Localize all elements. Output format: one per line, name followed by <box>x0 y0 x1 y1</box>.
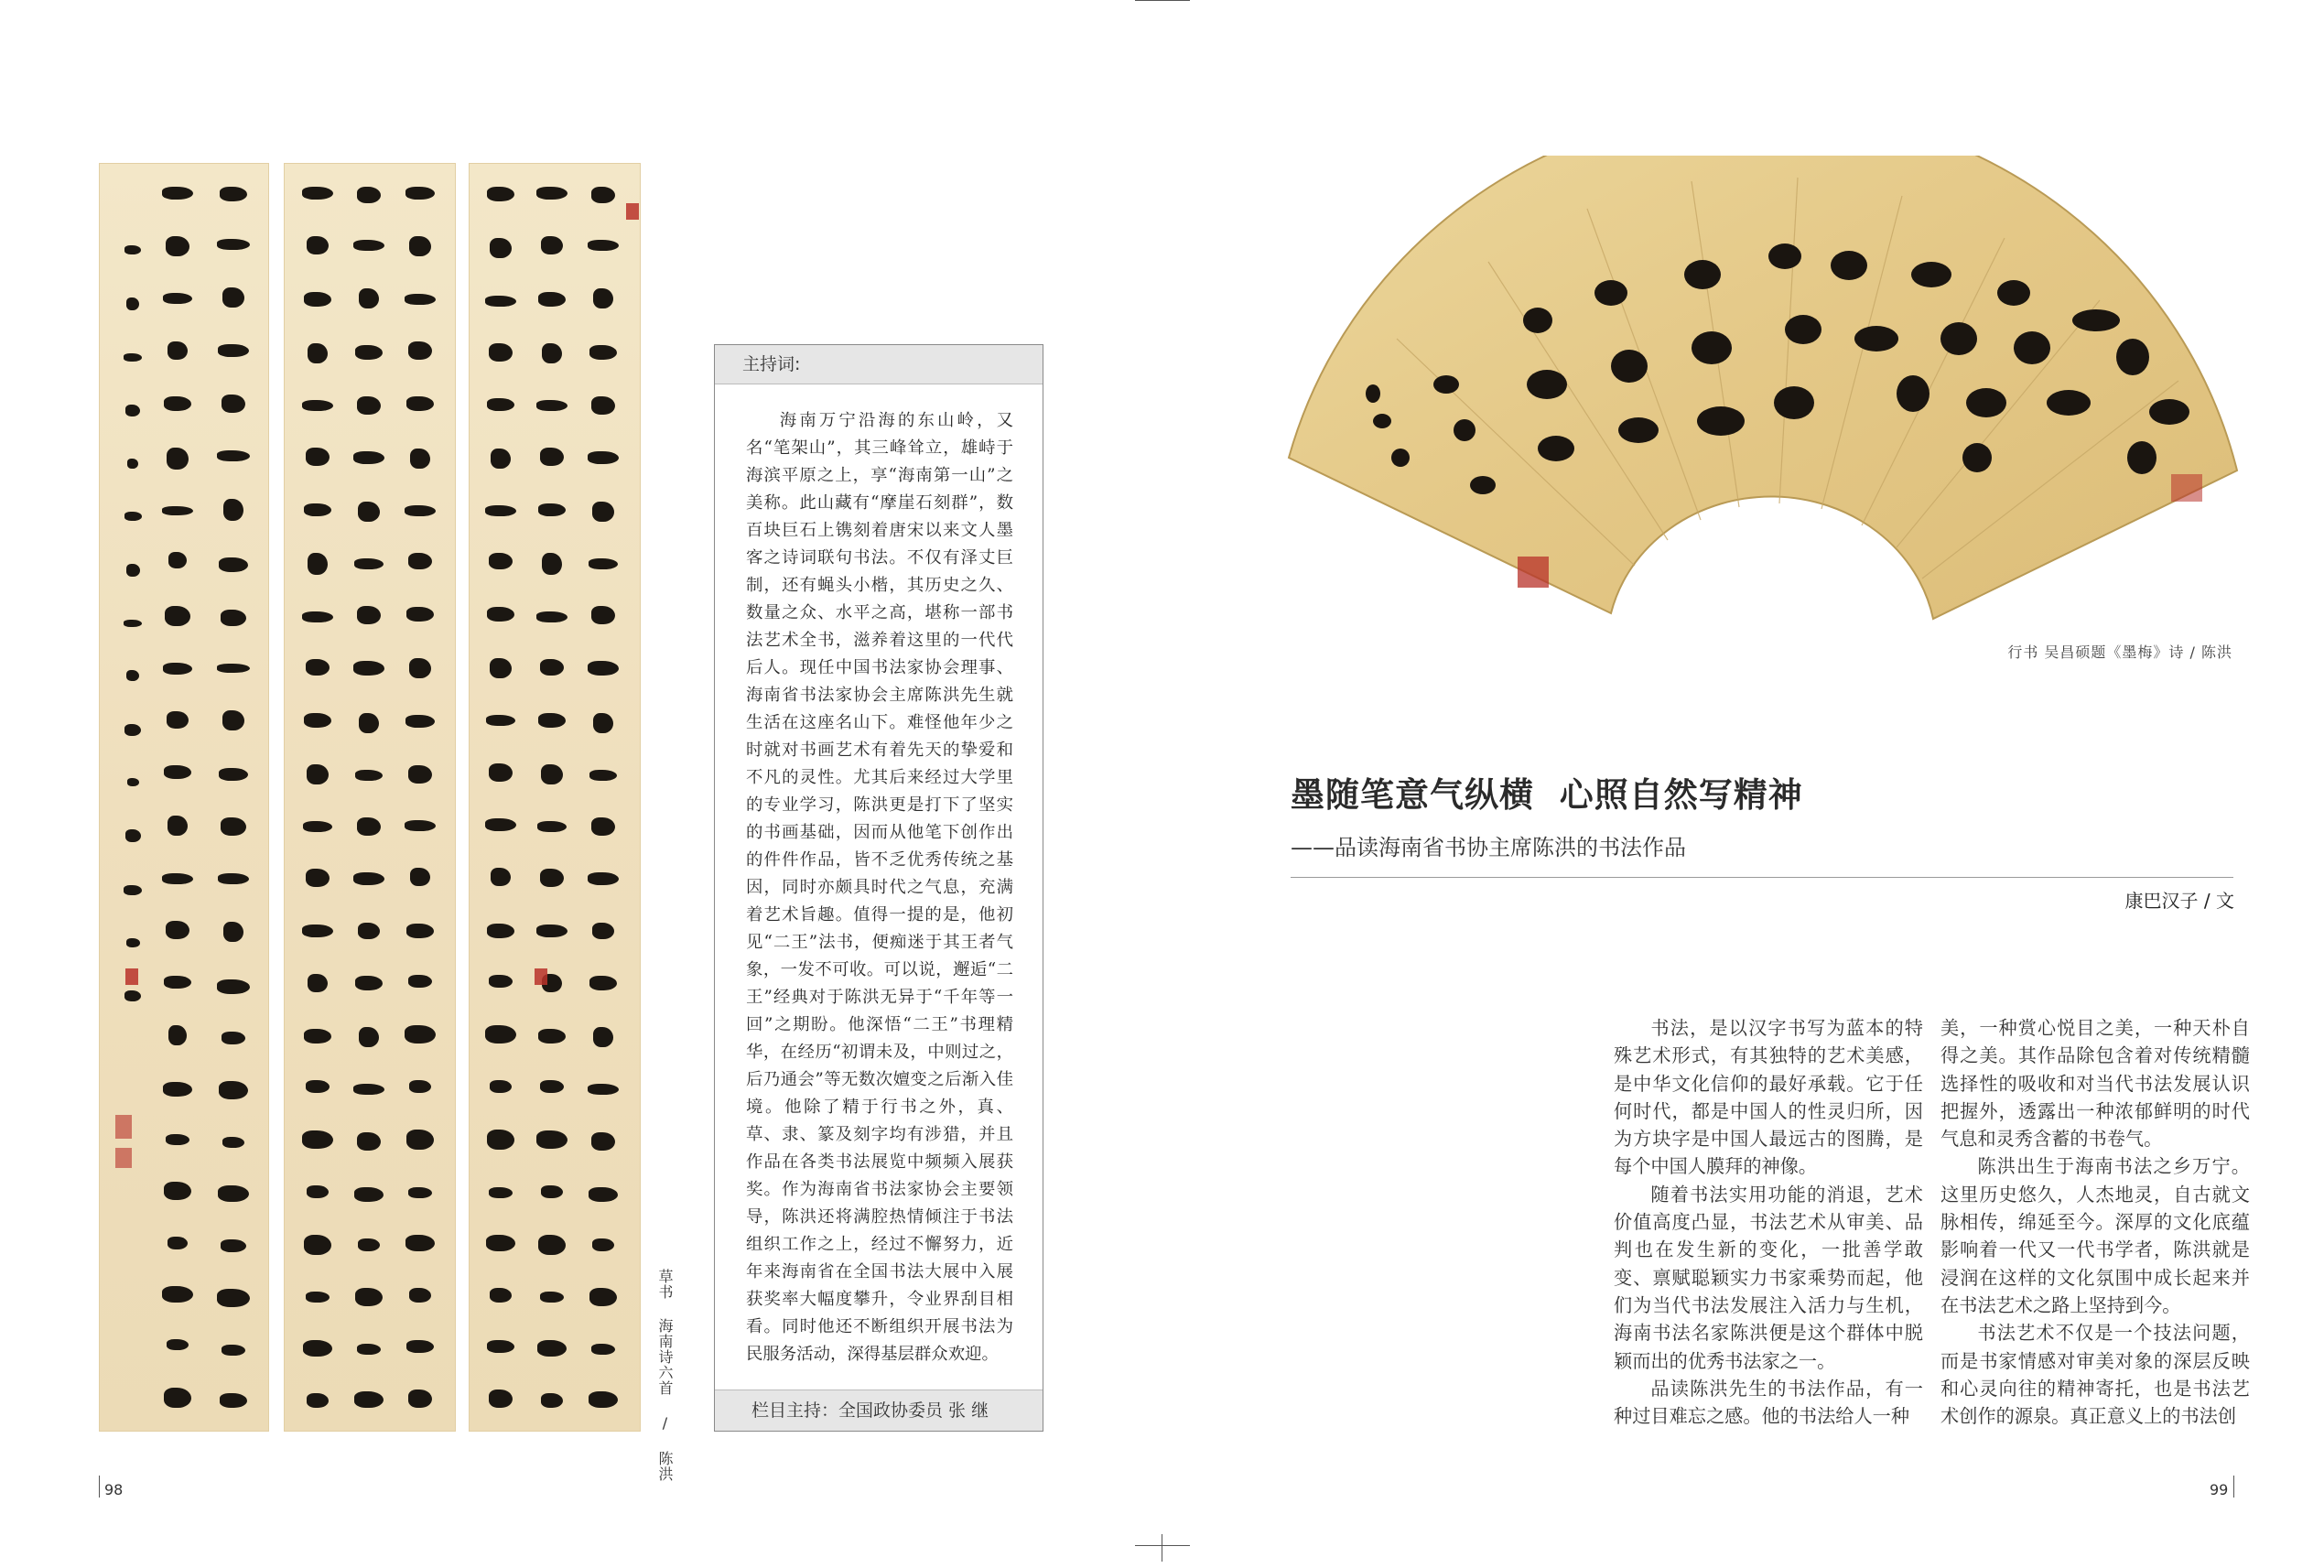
ink-stroke <box>223 499 243 521</box>
paragraph: 美，一种赏心悦目之美，一种天朴自得之美。其作品除包含着对传统精髓选择性的吸收和对当代书法发展认识把握外，透露出一种浓郁鲜明的时代气息和灵秀含蓄的书卷气。 <box>1940 1017 2250 1151</box>
ink-stroke <box>168 1237 188 1249</box>
paragraph: 品读陈洪先生的书法作品，有一种过目难忘之感。他的书法给人一种 <box>1614 1377 1923 1428</box>
ink-stroke <box>589 558 618 569</box>
ink-stroke <box>164 1182 191 1200</box>
ink-stroke <box>219 768 248 781</box>
ink-stroke <box>302 1130 333 1149</box>
paragraph: 陈洪出生于海南书法之乡万宁。这里历史悠久，人杰地灵，自古就文脉相传，绵延至今。深厚的文化底蕴影响着一代又一代书学者，陈洪就是浸润在这样的文化氛围中成长起来并在书法艺术之路上坚持到今。 <box>1940 1155 2250 1316</box>
ink-stroke <box>307 1185 329 1198</box>
ink-stroke <box>164 976 191 989</box>
ink-stroke <box>537 1340 567 1357</box>
ink-stroke <box>489 553 513 569</box>
fan-calligraphy <box>1281 156 2243 641</box>
seal-mark <box>626 203 639 220</box>
ink-stroke <box>355 345 383 360</box>
ink-stroke <box>490 1080 512 1093</box>
ink-stroke <box>220 1393 247 1408</box>
ink-stroke <box>304 503 331 516</box>
ink-stroke <box>405 294 436 305</box>
ink-stroke <box>537 821 567 832</box>
paragraph: 书法，是以汉字书写为蓝本的特殊艺术形式，有其独特的艺术美感，是中华文化信仰的最好承载。它于任何时代，都是中国人的性灵归所，因为方块字是中国人最远古的图腾，是每个中国人膜拜的神像。 <box>1614 1017 1923 1178</box>
ink-stroke <box>589 1288 617 1306</box>
ink-stroke <box>408 765 432 784</box>
ink-stroke <box>222 1032 245 1044</box>
ink-stroke <box>406 396 434 411</box>
ink-stroke <box>591 1344 615 1355</box>
ink-stroke <box>304 1235 331 1255</box>
ink-stroke <box>164 396 191 411</box>
ink-stroke <box>355 770 383 781</box>
ink-stroke <box>487 607 514 622</box>
ink-stroke <box>588 872 619 885</box>
ink-stroke <box>357 187 381 203</box>
ink-stroke <box>490 238 512 258</box>
ink-stroke <box>408 341 432 360</box>
ink-stroke <box>220 187 247 201</box>
ink-stroke <box>489 975 513 988</box>
ink-stroke <box>591 1132 615 1151</box>
ink-stroke <box>589 1391 618 1408</box>
ink-stroke <box>538 1235 566 1255</box>
ink-stroke <box>355 976 383 990</box>
ink-stroke <box>489 343 513 362</box>
ink-stroke <box>217 1289 250 1307</box>
calligraphy-scroll-2 <box>284 163 456 1432</box>
ink-stroke <box>304 1029 331 1044</box>
ink-stroke <box>485 296 516 307</box>
ink-stroke <box>541 236 563 254</box>
ink-stroke <box>540 659 564 676</box>
ink-stroke <box>163 293 192 304</box>
ink-stroke <box>353 451 384 464</box>
calligraphy-scroll-3 <box>469 163 641 1432</box>
ink-stroke <box>302 925 333 937</box>
calligraphy-scroll-1 <box>99 163 269 1432</box>
ink-stroke <box>358 923 380 939</box>
ink-stroke <box>168 1025 187 1045</box>
ink-stroke <box>302 187 333 200</box>
ink-stroke <box>222 1345 245 1356</box>
ink-stroke <box>306 869 330 887</box>
ink-stroke <box>357 817 381 836</box>
ink-stroke <box>405 715 435 728</box>
ink-stroke <box>125 829 141 842</box>
ink-stroke <box>491 868 511 886</box>
ink-stroke <box>222 287 244 308</box>
ink-stroke <box>593 288 613 308</box>
seal-mark <box>115 1115 132 1139</box>
ink-stroke <box>355 1288 383 1306</box>
ink-stroke <box>303 821 332 832</box>
ink-stroke <box>592 923 614 939</box>
ink-stroke <box>163 663 192 675</box>
ink-stroke <box>124 990 141 1001</box>
article-author: 康巴汉子 / 文 <box>2124 890 2234 912</box>
page-tick <box>2233 1476 2234 1498</box>
ink-stroke <box>405 820 436 831</box>
ink-stroke <box>166 236 189 256</box>
fan-caption: 行书 吴昌硕题《墨梅》诗 / 陈洪 <box>2007 643 2232 661</box>
ink-stroke <box>222 710 244 730</box>
ink-stroke <box>221 1239 246 1252</box>
ink-stroke <box>536 925 567 937</box>
seal-mark <box>125 968 138 985</box>
ink-stroke <box>406 1340 434 1353</box>
ink-stroke <box>162 187 193 200</box>
ink-stroke <box>126 670 139 681</box>
ink-stroke <box>491 449 511 469</box>
ink-stroke <box>164 1388 191 1408</box>
ink-stroke <box>542 343 562 363</box>
ink-stroke <box>308 974 328 992</box>
ink-stroke <box>490 658 512 678</box>
ink-stroke <box>591 187 615 203</box>
crop-mark <box>1135 0 1190 1</box>
ink-stroke <box>357 1344 381 1355</box>
ink-stroke <box>593 713 613 733</box>
ink-stroke <box>588 240 619 251</box>
ink-stroke <box>487 1130 514 1150</box>
ink-stroke <box>125 405 140 416</box>
ink-stroke <box>221 817 246 836</box>
ink-stroke <box>304 292 331 307</box>
ink-stroke <box>405 505 436 516</box>
ink-stroke <box>409 1080 431 1093</box>
ink-stroke <box>357 396 381 415</box>
ink-stroke <box>217 450 250 461</box>
ink-stroke <box>540 869 564 887</box>
ink-stroke <box>306 1080 330 1093</box>
ink-stroke <box>168 552 187 568</box>
ink-stroke <box>405 187 435 200</box>
ink-stroke <box>409 236 431 256</box>
ink-stroke <box>124 885 142 895</box>
ink-stroke <box>589 345 617 360</box>
ink-stroke <box>357 1132 381 1151</box>
ink-stroke <box>410 449 430 469</box>
ink-stroke <box>409 658 431 678</box>
ink-stroke <box>127 459 138 469</box>
ink-stroke <box>354 1391 384 1408</box>
ink-stroke <box>354 558 384 569</box>
ink-stroke <box>303 1340 332 1357</box>
ink-stroke <box>124 245 141 254</box>
ink-stroke <box>592 502 614 522</box>
ink-stroke <box>307 236 329 254</box>
ink-stroke <box>487 398 514 411</box>
ink-stroke <box>489 763 513 782</box>
ink-stroke <box>485 1025 516 1044</box>
seal-mark <box>535 968 547 985</box>
ink-stroke <box>217 664 250 673</box>
ink-stroke <box>357 606 381 624</box>
ink-stroke <box>124 512 142 521</box>
article-subtitle: ——品读海南省书协主席陈洪的书法作品 <box>1291 835 1686 860</box>
ink-stroke <box>353 872 384 885</box>
seal-mark <box>1518 557 1549 588</box>
ink-stroke <box>487 924 514 938</box>
page-tick <box>99 1476 100 1498</box>
ink-stroke <box>306 659 330 676</box>
ink-stroke <box>489 1187 513 1198</box>
ink-stroke <box>541 764 563 784</box>
ink-stroke <box>126 938 140 947</box>
ink-stroke <box>485 505 516 516</box>
host-box-footer: 栏目主持：全国政协委员 张 继 <box>715 1390 1043 1431</box>
ink-stroke <box>126 297 139 310</box>
article-column-2 <box>1940 1014 2250 1430</box>
ink-stroke <box>304 713 331 728</box>
ink-stroke <box>405 1025 436 1044</box>
ink-stroke <box>353 240 384 251</box>
ink-stroke <box>218 344 249 357</box>
ink-stroke <box>219 557 248 572</box>
ink-stroke <box>489 1390 513 1408</box>
ink-stroke <box>588 1084 619 1095</box>
ink-stroke <box>406 1130 434 1150</box>
ink-stroke <box>485 818 516 831</box>
ink-stroke <box>589 770 617 781</box>
ink-stroke <box>162 1286 193 1303</box>
ink-stroke <box>162 506 193 515</box>
ink-stroke <box>127 778 139 786</box>
ink-stroke <box>541 1185 563 1198</box>
ink-stroke <box>540 1292 564 1303</box>
scroll-caption: 草书 海南诗六首 / 陈洪 <box>656 1269 674 1482</box>
ink-stroke <box>168 816 188 836</box>
ink-stroke <box>591 396 615 415</box>
ink-stroke <box>124 353 142 362</box>
ink-stroke <box>538 713 566 728</box>
ink-stroke <box>588 451 619 464</box>
ink-stroke <box>538 503 566 516</box>
ink-stroke <box>538 292 566 307</box>
ink-stroke <box>307 1393 329 1408</box>
ink-stroke <box>223 922 243 942</box>
ink-stroke <box>302 400 333 411</box>
page-number-left: 98 <box>104 1481 124 1498</box>
ink-stroke <box>222 1137 244 1148</box>
ink-stroke <box>359 1027 379 1047</box>
ink-stroke <box>486 1235 515 1251</box>
ink-stroke <box>308 553 328 575</box>
host-box-body: 海南万宁沿海的东山岭，又名“笔架山”，其三峰耸立，雄峙于海滨平原之上，享“海南第一山”之美称。此山藏有“摩崖石刻群”，数百块巨石上镌刻着唐宋以来文人墨客之诗词联句书法。不仅有泽丈巨制，还有蝇头小楷，其历史之久、数量之众、水平之高，堪称一部书法艺术全书，滋养着这里的一代代后人。现任中国书法家协会理事、海南省书法家协会主席陈洪先生就生活在这座名山下。难怪他年少之时就对书画艺术有着先天的挚爱和不凡的灵性。尤其后来经过大学里的专业学习，陈洪更是打下了坚实的书画基础，因而从他笔下创作出的件件作品，皆不乏优秀传统之基因，同时亦颇具时代之气息，充满着艺术旨趣。值得一提的是，他初见“二王”法书，便痴迷于其王者气象，一发不可收。可以说，邂逅“二王”经典对于陈洪无异于“千年等一回”之期盼。他深悟“二王”书理精华，在经历“初谓未及，中则过之，后乃通会”等无数次嬗变之后渐入佳境。他除了精于行书之外，真、草、隶、篆及刻字均有涉猎，并且作品在各类书法展览中频频入展获奖。作为海南省书法家协会主要领导，陈洪还将满腔热情倾注于书法组织工作之上，经过不懈努力，近年来海南省在全国书法大展中入展获奖率大幅度攀升，令业界刮目相看。同时他还不断组织开展书法为民服务活动，深得基层群众欢迎。 <box>746 411 1013 1364</box>
ink-stroke <box>536 1130 567 1149</box>
ink-stroke <box>217 239 250 250</box>
ink-stroke <box>410 868 430 886</box>
ink-stroke <box>163 1082 192 1097</box>
ink-stroke <box>408 1390 432 1408</box>
ink-stroke <box>164 765 191 779</box>
ink-stroke <box>591 606 615 624</box>
host-box-header: 主持词: <box>715 345 1043 384</box>
ink-stroke <box>406 924 434 938</box>
ink-stroke <box>536 187 567 200</box>
ink-stroke <box>306 448 330 466</box>
ink-stroke <box>126 564 140 577</box>
ink-stroke <box>538 1029 566 1044</box>
ink-stroke <box>358 1238 380 1251</box>
ink-stroke <box>167 448 189 470</box>
ink-stroke <box>165 606 190 626</box>
ink-stroke <box>593 1027 613 1047</box>
ink-stroke <box>592 1238 614 1251</box>
ink-stroke <box>408 975 432 988</box>
host-remarks-box <box>714 344 1043 1432</box>
ink-stroke <box>167 1339 189 1350</box>
ink-stroke <box>217 979 250 994</box>
ink-stroke <box>162 873 193 884</box>
paragraph: 随着书法实用功能的消退，艺术价值高度凸显，书法艺术从审美、品判也在发生新的变化，一批善学敢变、禀赋聪颖实力书家乘势而起，他们为当代书法发展注入活力与生机，海南书法名家陈洪便是这个群体中脱颖而出的优秀书法家之一。 <box>1614 1183 1923 1372</box>
ink-stroke <box>166 921 189 939</box>
ink-stroke <box>405 1235 435 1251</box>
ink-stroke <box>166 1134 189 1145</box>
ink-stroke <box>124 724 141 736</box>
ink-stroke <box>218 1185 249 1202</box>
ink-stroke <box>358 502 380 522</box>
ink-stroke <box>490 1288 512 1303</box>
ink-stroke <box>354 1187 384 1202</box>
ink-stroke <box>589 976 617 990</box>
ink-stroke <box>536 611 567 622</box>
ink-stroke <box>359 713 379 733</box>
ink-stroke <box>542 553 562 575</box>
ink-stroke <box>540 448 564 466</box>
crop-mark <box>1135 1545 1190 1546</box>
ink-stroke <box>168 341 188 360</box>
ink-stroke <box>487 1340 514 1353</box>
ink-stroke <box>541 1393 563 1408</box>
ink-stroke <box>222 395 245 413</box>
article-column-1 <box>1614 1014 1923 1430</box>
ink-stroke <box>408 1187 432 1198</box>
ink-stroke <box>487 187 514 201</box>
ink-stroke <box>124 620 142 627</box>
ink-stroke <box>219 1081 248 1099</box>
article-title: 墨随笔意气纵横 心照自然写精神 <box>1291 775 1803 815</box>
ink-stroke <box>302 611 333 622</box>
ink-stroke <box>486 715 515 726</box>
ink-stroke <box>167 711 189 729</box>
ink-stroke <box>409 1288 431 1303</box>
ink-stroke <box>540 1080 564 1093</box>
ink-stroke <box>307 764 329 784</box>
paragraph: 书法艺术不仅是一个技法问题，而是书家情感对审美对象的深层反映和心灵向往的精神寄托，也是书法艺术创作的源泉。真正意义上的书法创 <box>1940 1322 2250 1428</box>
ink-stroke <box>589 1187 618 1202</box>
seal-mark <box>115 1148 132 1168</box>
ink-stroke <box>359 288 379 308</box>
ink-stroke <box>353 1084 384 1095</box>
ink-stroke <box>406 607 434 622</box>
ink-stroke <box>218 873 249 884</box>
ink-stroke <box>408 553 432 569</box>
page-number-right: 99 <box>2210 1481 2229 1498</box>
ink-stroke <box>308 343 328 363</box>
ink-stroke <box>353 661 384 676</box>
ink-stroke <box>588 661 619 676</box>
divider <box>1291 877 2233 878</box>
seal-mark <box>2171 474 2202 502</box>
ink-stroke <box>536 400 567 411</box>
ink-stroke <box>591 817 615 836</box>
ink-stroke <box>306 1292 330 1303</box>
ink-stroke <box>221 610 246 626</box>
